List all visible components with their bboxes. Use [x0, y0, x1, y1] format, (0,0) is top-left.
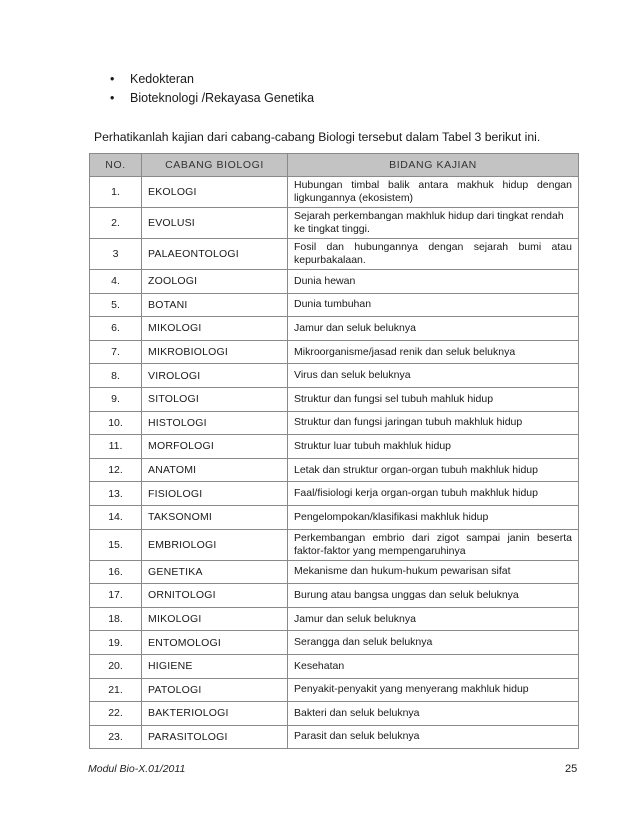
row-number: 3 — [90, 239, 142, 270]
row-number: 18. — [90, 607, 142, 631]
page-number: 25 — [565, 763, 578, 775]
header-no: NO. — [90, 154, 142, 177]
table-row — [90, 177, 579, 208]
bullet-list — [110, 70, 314, 108]
branch-name: ZOOLOGI — [142, 270, 288, 294]
branch-name: PATOLOGI — [142, 678, 288, 702]
branch-name: FISIOLOGI — [142, 482, 288, 506]
study-field: Mekanisme dan hukum-hukum pewarisan sifat — [288, 560, 579, 584]
branch-name: TAKSONOMI — [142, 505, 288, 529]
table-row — [90, 702, 579, 726]
row-number: 11. — [90, 435, 142, 459]
row-number: 23. — [90, 725, 142, 749]
branch-name: HIGIENE — [142, 654, 288, 678]
study-field: Faal/fisiologi kerja organ-organ tubuh makhluk hidup — [288, 482, 579, 506]
branch-name: PALAEONTOLOGI — [142, 239, 288, 270]
study-field: Letak dan struktur organ-organ tubuh makhluk hidup — [288, 458, 579, 482]
header-bidang: BIDANG KAJIAN — [288, 154, 579, 177]
branch-name: MIKOLOGI — [142, 607, 288, 631]
study-field: Dunia tumbuhan — [288, 293, 579, 317]
branch-name: BAKTERIOLOGI — [142, 702, 288, 726]
row-number: 4. — [90, 270, 142, 294]
row-number: 1. — [90, 177, 142, 208]
branch-name: EVOLUSI — [142, 208, 288, 239]
study-field: Struktur dan fungsi jaringan tubuh makhluk hidup — [288, 411, 579, 435]
row-number: 2. — [90, 208, 142, 239]
table-row — [90, 208, 579, 239]
branch-name: MIKROBIOLOGI — [142, 340, 288, 364]
branch-name: EKOLOGI — [142, 177, 288, 208]
branch-name: ORNITOLOGI — [142, 584, 288, 608]
row-number: 6. — [90, 317, 142, 341]
study-field: Sejarah perkembangan makhluk hidup dari tingkat rendah ke tingkat tinggi. — [288, 208, 579, 239]
table-row — [90, 678, 579, 702]
table-row — [90, 654, 579, 678]
study-field: Dunia hewan — [288, 270, 579, 294]
table-header-row — [90, 154, 579, 177]
study-field: Jamur dan seluk beluknya — [288, 607, 579, 631]
row-number: 9. — [90, 387, 142, 411]
branch-name: MORFOLOGI — [142, 435, 288, 459]
table-row — [90, 270, 579, 294]
study-field: Fosil dan hubungannya dengan sejarah bumi atau kepurbakalaan. — [288, 239, 579, 270]
branch-name: SITOLOGI — [142, 387, 288, 411]
study-field: Bakteri dan seluk beluknya — [288, 702, 579, 726]
table-row — [90, 725, 579, 749]
table-row — [90, 631, 579, 655]
row-number: 21. — [90, 678, 142, 702]
row-number: 8. — [90, 364, 142, 388]
study-field: Kesehatan — [288, 654, 579, 678]
table-row — [90, 239, 579, 270]
footer-module-code: Modul Bio-X.01/2011 — [88, 763, 186, 775]
branch-name: PARASITOLOGI — [142, 725, 288, 749]
study-field: Mikroorganisme/jasad renik dan seluk beluknya — [288, 340, 579, 364]
table-row — [90, 317, 579, 341]
branch-name: EMBRIOLOGI — [142, 529, 288, 560]
row-number: 19. — [90, 631, 142, 655]
row-number: 10. — [90, 411, 142, 435]
table-body — [90, 177, 579, 749]
branch-name: VIROLOGI — [142, 364, 288, 388]
study-field: Pengelompokan/klasifikasi makhluk hidup — [288, 505, 579, 529]
study-field: Hubungan timbal balik antara makhuk hidup dengan ligkungannya (ekosistem) — [288, 177, 579, 208]
study-field: Penyakit-penyakit yang menyerang makhluk hidup — [288, 678, 579, 702]
row-number: 16. — [90, 560, 142, 584]
branch-name: ENTOMOLOGI — [142, 631, 288, 655]
table-row — [90, 584, 579, 608]
branch-name: HISTOLOGI — [142, 411, 288, 435]
branch-name: MIKOLOGI — [142, 317, 288, 341]
study-field: Struktur dan fungsi sel tubuh mahluk hidup — [288, 387, 579, 411]
branch-name: GENETIKA — [142, 560, 288, 584]
row-number: 15. — [90, 529, 142, 560]
study-field: Serangga dan seluk beluknya — [288, 631, 579, 655]
bullet-item: • Bioteknologi /Rekayasa Genetika — [110, 89, 314, 108]
study-field: Virus dan seluk beluknya — [288, 364, 579, 388]
table-row — [90, 482, 579, 506]
header-cabang: CABANG BIOLOGI — [142, 154, 288, 177]
table-row — [90, 340, 579, 364]
bullet-item: • Kedokteran — [110, 70, 314, 89]
table-row — [90, 364, 579, 388]
table-row — [90, 435, 579, 459]
biology-branches-table — [89, 153, 579, 749]
table-row — [90, 387, 579, 411]
study-field: Perkembangan embrio dari zigot sampai janin beserta faktor-faktor yang mempengaruhinya — [288, 529, 579, 560]
row-number: 20. — [90, 654, 142, 678]
row-number: 5. — [90, 293, 142, 317]
table-row — [90, 529, 579, 560]
row-number: 14. — [90, 505, 142, 529]
table-row — [90, 293, 579, 317]
row-number: 17. — [90, 584, 142, 608]
study-field: Jamur dan seluk beluknya — [288, 317, 579, 341]
row-number: 12. — [90, 458, 142, 482]
study-field: Parasit dan seluk beluknya — [288, 725, 579, 749]
table-row — [90, 560, 579, 584]
row-number: 22. — [90, 702, 142, 726]
table-row — [90, 458, 579, 482]
intro-paragraph: Perhatikanlah kajian dari cabang-cabang Biologi tersebut dalam Tabel 3 berikut ini. — [94, 130, 541, 144]
table-row — [90, 411, 579, 435]
table-row — [90, 607, 579, 631]
branch-name: ANATOMI — [142, 458, 288, 482]
row-number: 13. — [90, 482, 142, 506]
row-number: 7. — [90, 340, 142, 364]
table-row — [90, 505, 579, 529]
study-field: Struktur luar tubuh makhluk hidup — [288, 435, 579, 459]
branch-name: BOTANI — [142, 293, 288, 317]
study-field: Burung atau bangsa unggas dan seluk beluknya — [288, 584, 579, 608]
